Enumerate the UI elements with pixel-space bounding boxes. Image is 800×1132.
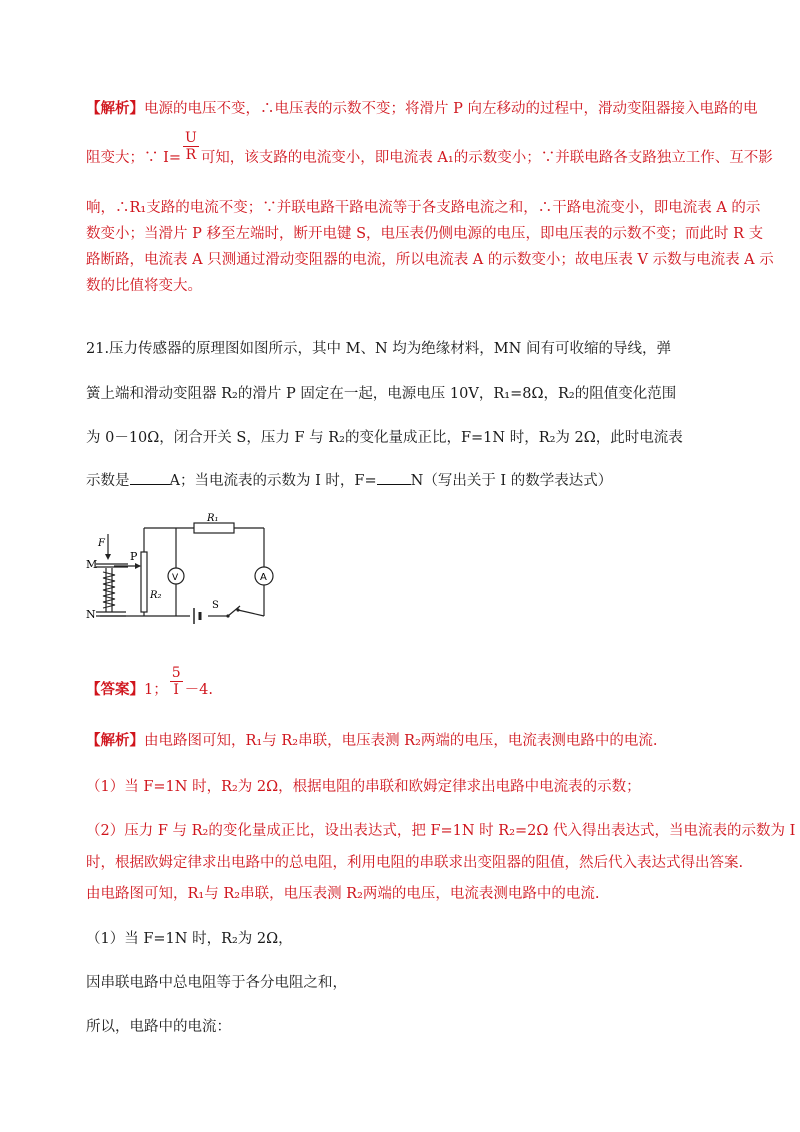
answer-blank-1 <box>130 470 170 485</box>
label-P: P <box>130 550 138 563</box>
analysis1-line-1: 【解析】电源的电压不变，∴电压表的示数不变；将滑片 P 向左移动的过程中，滑动变阻器接入电路的电 <box>86 100 758 117</box>
battery-symbol <box>194 608 200 624</box>
answer-label: 【答案】 <box>86 681 144 698</box>
analysis2-line-5: 由电路图可知，R₁与 R₂串联，电压表测 R₂两端的电压，电流表测电路中的电流. <box>86 886 600 902</box>
question-line-4: 示数是 A；当电流表的示数为 I 时，F= N（写出关于 I 的数学表达式） <box>86 470 612 491</box>
label-R1: R₁ <box>207 513 219 524</box>
resistor-r1 <box>194 523 234 533</box>
spring-symbol <box>103 572 115 608</box>
resistor-r2 <box>141 552 147 612</box>
formula-fraction: $\frac{U}{R}$ <box>185 129 197 163</box>
analysis2-line-4: 时，根据欧姆定律求出电路中的总电阻，利用电阻的串联求出变阻器的阻值，然后代入表达式得出答案. <box>86 855 744 871</box>
label-S: S <box>212 600 219 611</box>
analysis1-line-4: 数变小；当滑片 P 移至左端时，断开电键 S，电压表仍侧电源的电压，即电压表的示数不变；而此时 R 支 <box>86 226 764 242</box>
label-V: V <box>172 573 179 583</box>
analysis2-line-1: 【解析】由电路图可知，R₁与 R₂串联，电压表测 R₂两端的电压，电流表测电路中的电流. <box>86 732 658 749</box>
label-F: F <box>98 538 105 549</box>
analysis2-line-3: （2）压力 F 与 R₂的变化量成正比，设出表达式，把 F=1N 时 R₂=2Ω 代入得出表达式，当电流表的示数为 I <box>86 823 796 839</box>
force-arrow-icon <box>105 554 111 560</box>
solution-line-2: 因串联电路中总电阻等于各分电阻之和， <box>86 975 347 991</box>
analysis-label: 【解析】 <box>86 100 144 117</box>
answer-blank-2 <box>377 470 411 485</box>
solution-line-3: 所以，电路中的电流： <box>86 1019 231 1035</box>
label-M: M <box>86 558 98 571</box>
question-line-1: 21.压力传感器的原理图如图所示，其中 M、N 均为绝缘材料，MN 间有可收缩的导线，弹 <box>86 341 671 357</box>
label-R2: R₂ <box>150 590 162 601</box>
analysis1-line-5: 路断路，电流表 A 只测通过滑动变阻器的电流，所以电流表 A 的示数变小；故电压表 V 示数与电流表 A 示 <box>86 252 774 268</box>
question-line-3: 为 0－10Ω，闭合开关 S，压力 F 与 R₂的变化量成正比，F=1N 时，R₂为 2Ω，此时电流表 <box>86 430 683 446</box>
analysis1-line-2: 阻变大；∵ I= $\frac{U}{R}$ 可知，该支路的电流变小，即电流表 A₁的示数变小；∵并联电路各支路独立工作、互不影 <box>86 129 773 166</box>
label-N: N <box>86 608 96 621</box>
label-A: A <box>260 572 267 583</box>
switch-symbol <box>226 606 240 618</box>
question-line-2: 簧上端和滑动变阻器 R₂的滑片 P 固定在一起，电源电压 10V，R₁=8Ω，R₂的阻值变化范围 <box>86 386 677 402</box>
answer-line: 【答案】1； $\frac{5}{I}$ －4. <box>86 664 213 698</box>
circuit-diagram <box>86 512 276 632</box>
answer-fraction: $\frac{5}{I}$ <box>171 664 181 698</box>
analysis1-line-6: 数的比值将变大。 <box>86 278 202 294</box>
analysis2-line-2: （1）当 F=1N 时，R₂为 2Ω，根据电阻的串联和欧姆定律求出电路中电流表的示数； <box>86 779 641 795</box>
slider-arrow-icon <box>135 563 141 569</box>
solution-line-1: （1）当 F=1N 时，R₂为 2Ω， <box>86 931 293 947</box>
analysis1-line-3: 响，∴R₁支路的电流不变；∵并联电路干路电流等于各支路电流之和，∴干路电流变小，即电流表 A 的示 <box>86 200 761 216</box>
analysis2-label: 【解析】 <box>86 732 144 749</box>
